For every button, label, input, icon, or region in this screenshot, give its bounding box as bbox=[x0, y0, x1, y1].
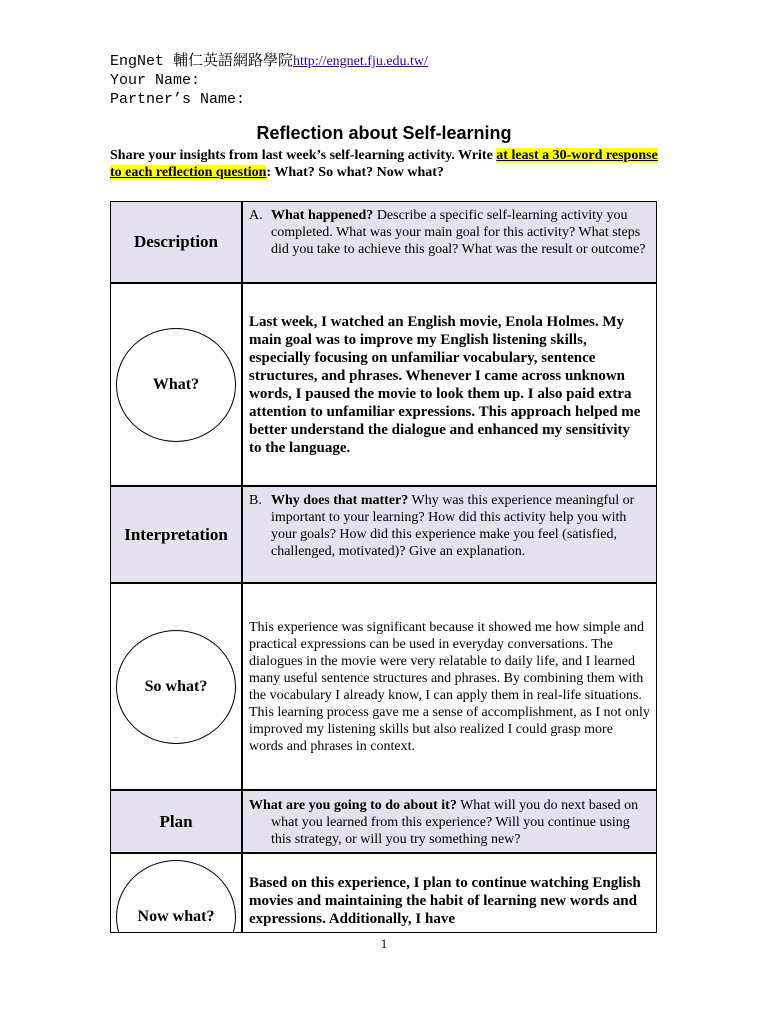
plan-label: Plan bbox=[159, 811, 193, 831]
question-b-marker: B. bbox=[249, 493, 262, 508]
what-answer: Last week, I watched an English movie, Enola Holmes. My main goal was to improve my English listening skills, especially focusing on unfamiliar vocabulary, sentence structures, and phrases. Whenever I came across unknown words, I paused the movie to look them up. I also paid extra attention to unfamiliar expressions. This approach helped me better understand the dialogue and enhanced my sensitivity to the language. bbox=[249, 313, 641, 456]
page-number: 1 bbox=[380, 936, 388, 951]
intro-part2: : What? So what? Now what? bbox=[266, 165, 444, 180]
what-circle: What? bbox=[116, 328, 236, 442]
description-label-cell bbox=[111, 202, 243, 282]
question-a-marker: A. bbox=[249, 208, 263, 223]
so-what-answer-cell bbox=[243, 584, 656, 789]
partner-name-label: Partner’s Name: bbox=[110, 91, 246, 108]
description-row bbox=[111, 202, 656, 282]
site-header bbox=[110, 52, 428, 71]
question-c-text: What will you do next based on what you learned from this experience? Will you continue using this strategy, or will you try something new? bbox=[271, 798, 639, 847]
interpretation-label-cell bbox=[111, 487, 243, 582]
question-a bbox=[249, 207, 646, 258]
now-what-answer: Based on this experience, I plan to continue watching English movies and maintaining the habit of learning new words and expressions. Additionally, I have bbox=[249, 875, 641, 927]
what-answer-cell bbox=[243, 284, 656, 485]
now-what-answer-cell bbox=[243, 854, 656, 933]
intro-text bbox=[110, 147, 670, 181]
site-name: EngNet 輔仁英語網路學院 bbox=[110, 53, 294, 70]
question-c-bold: What are you going to do about it? bbox=[249, 798, 457, 813]
question-b-text: Why was this experience meaningful or important to your learning? How did this activity help you with your goals? How did this experience make you feel (satisfied, challenged, motivated)? Give an explanation. bbox=[271, 493, 635, 559]
so-what-answer: This experience was significant because it showed me how simple and practical expressions can be used in everyday conversations. The dialogues in the movie were very relatable to daily life, and I learned many useful sentence structures and phrases. By combining them with the vocabulary I already know, I can apply them in real-life situations. This learning process gave me a sense of accomplishment, as I not only improved my listening skills but also realized I could grasp more words and phrases in context. bbox=[249, 619, 650, 754]
now-what-row bbox=[111, 852, 656, 933]
your-name-label: Your Name: bbox=[110, 72, 201, 89]
description-label: Description bbox=[133, 232, 219, 251]
description-question-cell bbox=[243, 202, 656, 282]
interpretation-question-cell bbox=[243, 487, 656, 582]
so-what-row bbox=[111, 582, 656, 789]
reflection-table bbox=[110, 201, 657, 933]
now-what-circle: Now what? bbox=[116, 860, 236, 933]
question-a-bold: What happened? bbox=[271, 208, 374, 223]
what-label-cell bbox=[111, 284, 243, 485]
intro-highlight: at least a 30-word response to each reflection question bbox=[110, 148, 658, 180]
question-b bbox=[249, 492, 646, 560]
now-what-label-cell bbox=[111, 854, 243, 933]
question-b-bold: Why does that matter? bbox=[271, 493, 409, 508]
so-what-circle: So what? bbox=[116, 630, 236, 744]
interpretation-row bbox=[111, 485, 656, 582]
question-c bbox=[249, 797, 646, 848]
question-a-text: Describe a specific self-learning activity you completed. What was your main goal for this activity? What steps did you take to achieve this goal? What was the result or outcome? bbox=[271, 208, 646, 257]
page-title: Reflection about Self-learning bbox=[256, 123, 512, 143]
plan-label-cell bbox=[111, 791, 243, 852]
what-row bbox=[111, 282, 656, 485]
site-link[interactable]: http://engnet.fju.edu.tw/ bbox=[293, 54, 428, 69]
so-what-label-cell bbox=[111, 584, 243, 789]
intro-part1: Share your insights from last week’s self-learning activity. Write bbox=[110, 148, 497, 163]
interpretation-label: Interpretation bbox=[124, 524, 228, 544]
plan-row bbox=[111, 789, 656, 852]
plan-question-cell bbox=[243, 791, 656, 852]
